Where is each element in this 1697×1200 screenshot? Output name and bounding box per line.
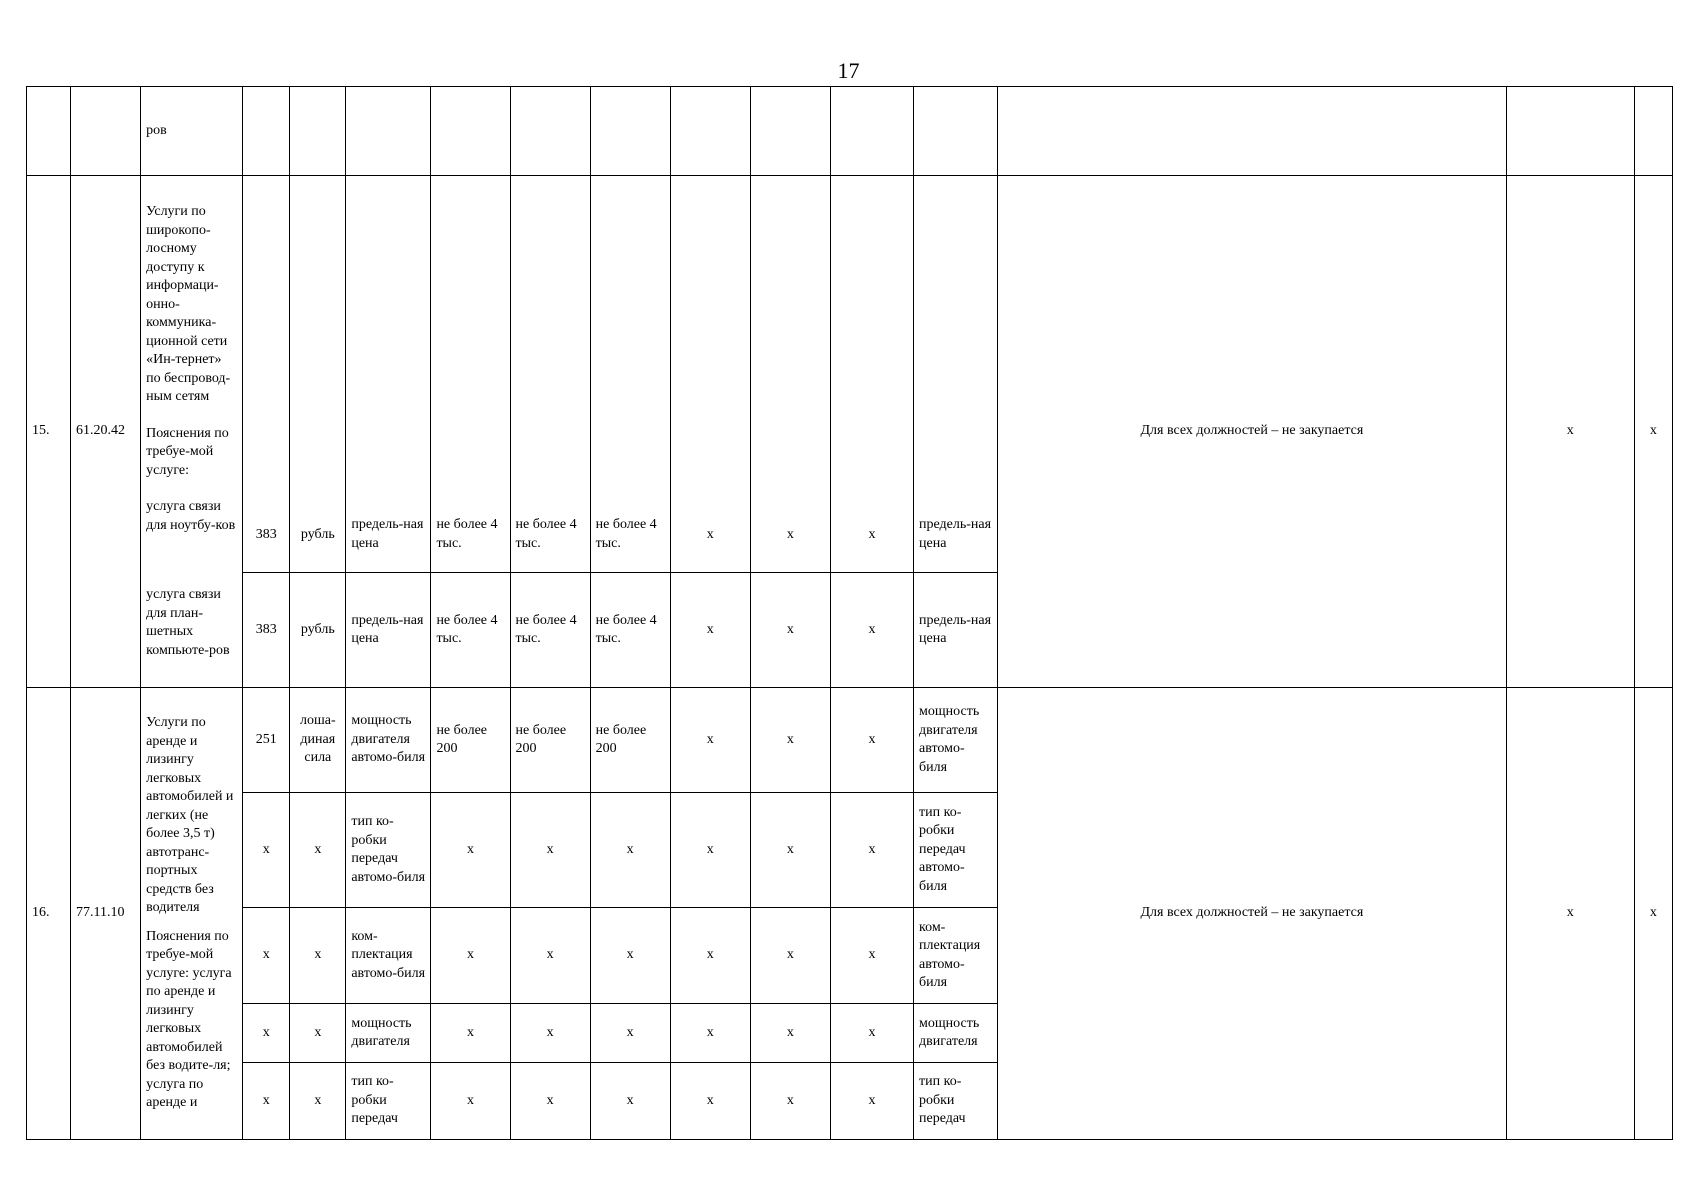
value-cell: x — [590, 793, 670, 908]
unit-name: рубль — [290, 573, 346, 688]
table-row — [27, 688, 1673, 793]
characteristic: предель-ная цена — [914, 176, 998, 573]
okei-code: 383 — [243, 573, 290, 688]
value-cell: x — [1506, 688, 1634, 1140]
characteristic: предель-ная цена — [346, 573, 431, 688]
characteristic: предель-ная цена — [346, 176, 431, 573]
row-number: 16. — [27, 688, 71, 1140]
value-cell: x — [830, 1004, 913, 1063]
value-cell: x — [750, 1004, 830, 1063]
value-cell: x — [431, 1004, 510, 1063]
okei-code: x — [243, 1004, 290, 1063]
characteristic: мощность двигателя автомо-биля — [914, 688, 998, 793]
continuation-row — [27, 87, 1673, 176]
value-cell: не более 200 — [590, 688, 670, 793]
characteristic: тип ко-робки передач автомо-биля — [346, 793, 431, 908]
decision-text: Для всех должностей – не закупается — [998, 176, 1507, 688]
explanation-text: Пояснения по требуе-мой услуге: услуга по аренде и лизингу легковых автомобилей без водите-ля; услуга по аренде и — [146, 928, 232, 1111]
value-cell: не более 4 тыс. — [510, 573, 590, 688]
characteristic: мощность двигателя автомо-биля — [346, 688, 431, 793]
value-cell: x — [670, 573, 750, 688]
unit-name: x — [290, 793, 346, 908]
okei-code: x — [243, 1063, 290, 1140]
value-cell: x — [830, 793, 913, 908]
value-cell: x — [750, 688, 830, 793]
okei-code: x — [243, 908, 290, 1004]
value-cell: не более 4 тыс. — [590, 573, 670, 688]
unit-name: рубль — [290, 176, 346, 573]
value-cell: не более 4 тыс. — [590, 176, 670, 573]
value-cell: x — [510, 1063, 590, 1140]
value-cell: x — [590, 1063, 670, 1140]
service-name-cell — [141, 176, 243, 688]
value-cell: x — [670, 793, 750, 908]
okei-code: 383 — [243, 176, 290, 573]
characteristic: ком-плектация автомо-биля — [346, 908, 431, 1004]
value-cell: x — [670, 1063, 750, 1140]
value-cell: x — [750, 908, 830, 1004]
unit-name: x — [290, 908, 346, 1004]
value-cell: x — [590, 1004, 670, 1063]
value-cell: x — [510, 908, 590, 1004]
value-cell: x — [750, 176, 830, 573]
value-cell: не более 4 тыс. — [510, 176, 590, 573]
explanation-heading: Пояснения по требуе-мой услуге: — [146, 425, 229, 478]
value-cell: x — [510, 1004, 590, 1063]
value-cell: x — [510, 793, 590, 908]
unit-name: лоша-диная сила — [290, 688, 346, 793]
name-cell: ров — [141, 87, 243, 176]
okpd-code: 61.20.42 — [71, 176, 141, 688]
service-name: Услуги по широкопо-лосному доступу к информаци-онно-коммуника-ционной сети «Ин-тернет» по беспровод-ным сетям — [146, 204, 231, 404]
row-number: 15. — [27, 176, 71, 688]
value-cell: x — [431, 1063, 510, 1140]
subservice-label: услуга связи для план-шетных компьюте-ров — [146, 587, 230, 658]
characteristic: мощность двигателя — [346, 1004, 431, 1063]
okei-code: 251 — [243, 688, 290, 793]
table-row — [27, 176, 1673, 573]
characteristic: предель-ная цена — [914, 573, 998, 688]
value-cell: x — [750, 793, 830, 908]
okei-code: x — [243, 793, 290, 908]
value-cell: x — [670, 176, 750, 573]
value-cell: x — [830, 908, 913, 1004]
unit-name: x — [290, 1004, 346, 1063]
value-cell: x — [830, 573, 913, 688]
characteristic: тип ко-робки передач — [346, 1063, 431, 1140]
characteristic: ком-плектация автомо-биля — [914, 908, 998, 1004]
value-cell: x — [830, 176, 913, 573]
requirements-table — [26, 86, 1673, 1140]
characteristic: мощность двигателя — [914, 1004, 998, 1063]
service-name: Услуги по аренде и лизингу легковых автомобилей и легких (не более 3,5 т) автотранс-портных средств без водителя — [146, 715, 234, 916]
decision-text: Для всех должностей – не закупается — [998, 688, 1507, 1140]
value-cell: не более 200 — [431, 688, 510, 793]
value-cell: x — [1506, 176, 1634, 688]
value-cell: x — [1634, 688, 1672, 1140]
value-cell: x — [750, 573, 830, 688]
value-cell: x — [830, 1063, 913, 1140]
page-number: 17 — [837, 58, 860, 83]
service-name-cell — [141, 688, 243, 1140]
value-cell: x — [670, 908, 750, 1004]
value-cell: не более 4 тыс. — [431, 176, 510, 573]
okpd-code: 77.11.10 — [71, 688, 141, 1140]
value-cell: не более 4 тыс. — [431, 573, 510, 688]
value-cell: x — [670, 1004, 750, 1063]
unit-name: x — [290, 1063, 346, 1140]
code-cell — [71, 87, 141, 176]
subservice-label: услуга связи для ноутбу-ков — [146, 499, 236, 533]
characteristic: тип ко-робки передач — [914, 1063, 998, 1140]
value-cell: x — [431, 793, 510, 908]
characteristic: тип ко-робки передач автомо-биля — [914, 793, 998, 908]
value-cell: не более 200 — [510, 688, 590, 793]
value-cell: x — [750, 1063, 830, 1140]
value-cell: x — [670, 688, 750, 793]
value-cell: x — [590, 908, 670, 1004]
value-cell: x — [1634, 176, 1672, 688]
num-cell — [27, 87, 71, 176]
value-cell: x — [830, 688, 913, 793]
value-cell: x — [431, 908, 510, 1004]
